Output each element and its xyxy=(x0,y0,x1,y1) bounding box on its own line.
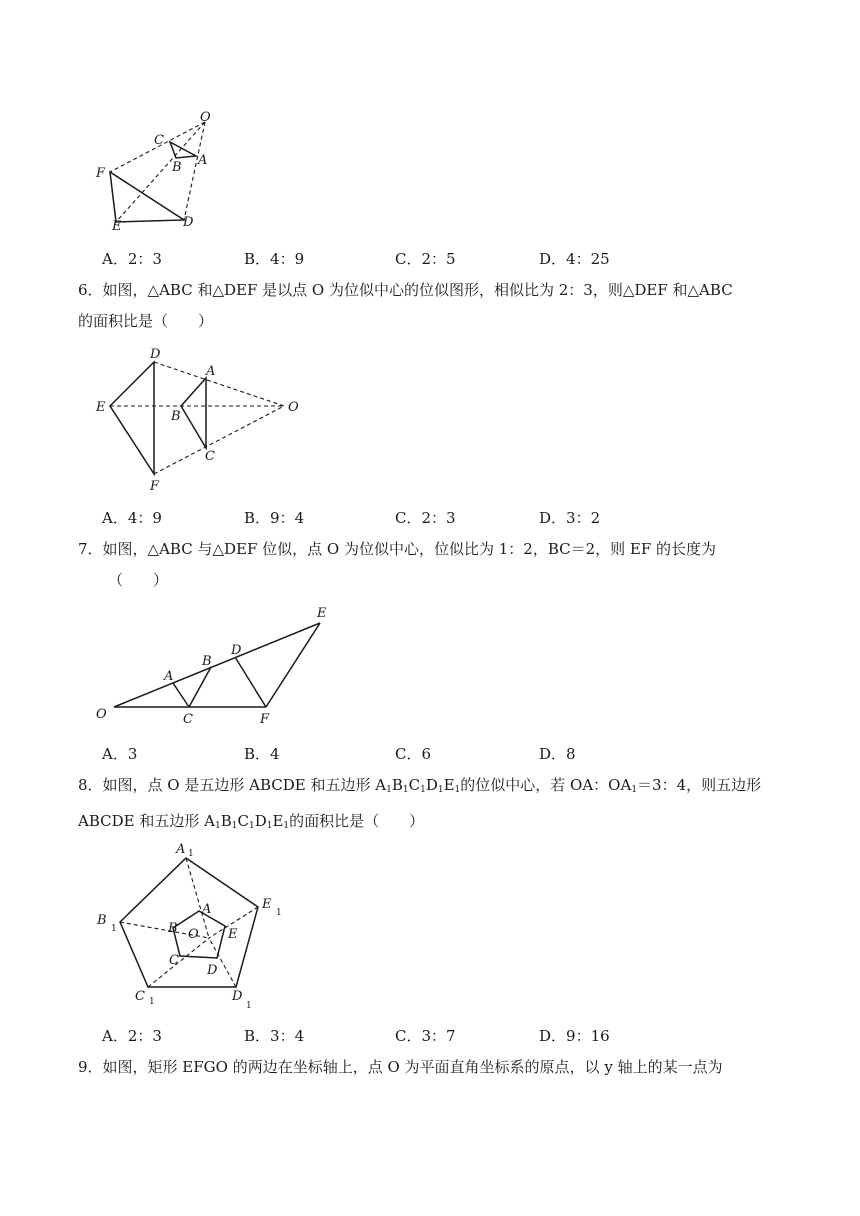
label-B: B xyxy=(172,160,182,175)
svg-text:1: 1 xyxy=(188,849,194,859)
label-B: B xyxy=(202,654,212,669)
option-b[interactable]: B．4 xyxy=(244,745,280,763)
q7-figure xyxy=(92,600,342,730)
q5-options xyxy=(102,248,782,270)
label-B1: B xyxy=(97,913,107,928)
option-a[interactable]: A．3 xyxy=(102,745,138,763)
label-D: D xyxy=(150,347,161,362)
label-F: F xyxy=(96,166,106,181)
option-d[interactable]: D．8 xyxy=(539,745,576,763)
q7-line2: （ ） xyxy=(108,571,169,589)
label-E: E xyxy=(96,400,106,415)
label-A: A xyxy=(198,153,208,168)
option-d[interactable]: D．4：25 xyxy=(539,250,610,268)
svg-text:1: 1 xyxy=(276,908,282,918)
label-D: D xyxy=(183,215,194,230)
q8-options xyxy=(102,1025,782,1047)
option-d[interactable]: D．3：2 xyxy=(539,509,601,527)
option-a[interactable]: A．2：3 xyxy=(102,1027,162,1045)
label-D: D xyxy=(231,643,242,658)
question-7 xyxy=(78,534,784,596)
label-D: D xyxy=(207,963,218,978)
q6-figure xyxy=(92,340,312,500)
q6-line1: 6．如图，△ABC 和△DEF 是以点 O 为位似中心的位似图形，相似比为 2：3，则△DEF 和△ABC xyxy=(78,281,733,299)
label-D1: D xyxy=(232,989,243,1004)
option-a[interactable]: A．2：3 xyxy=(102,250,162,268)
option-b[interactable]: B．9：4 xyxy=(244,509,305,527)
label-C: C xyxy=(169,953,179,968)
q5-figure xyxy=(90,104,220,234)
svg-text:1: 1 xyxy=(149,997,155,1007)
option-c[interactable]: C．3：7 xyxy=(395,1027,456,1045)
label-C: C xyxy=(154,133,164,148)
q8-line1: 8．如图，点 O 是五边形 ABCDE 和五边形 $A_1B_1C_1D_1E_1$的位似中心，若 OA：$OA_1=3$：4，则五边形 xyxy=(78,776,762,795)
label-O: O xyxy=(288,400,299,415)
label-E: E xyxy=(228,927,238,942)
q8-figure xyxy=(92,836,292,1016)
option-c[interactable]: C．2：3 xyxy=(395,509,456,527)
label-C: C xyxy=(183,712,193,727)
q8-line2: ABCDE 和五边形 $A_1B_1C_1D_1E_1$的面积比是（ ） xyxy=(78,812,425,831)
label-C1: C xyxy=(135,989,145,1004)
label-E: E xyxy=(112,219,122,234)
label-A: A xyxy=(202,902,212,917)
q6-options xyxy=(102,507,782,529)
label-O: O xyxy=(96,707,107,722)
label-O: O xyxy=(200,110,211,125)
option-c[interactable]: C．6 xyxy=(395,745,432,763)
label-B: B xyxy=(171,409,181,424)
label-E: E xyxy=(317,606,327,621)
q7-line1: 7．如图，△ABC 与△DEF 位似，点 O 为位似中心，位似比为 1：2，BC＝2，则 EF 的长度为 xyxy=(78,540,717,558)
option-b[interactable]: B．3：4 xyxy=(244,1027,305,1045)
label-C: C xyxy=(205,449,215,464)
option-c[interactable]: C．2：5 xyxy=(395,250,456,268)
label-E1: E xyxy=(262,897,272,912)
question-6 xyxy=(78,275,784,337)
label-A: A xyxy=(164,669,174,684)
option-d[interactable]: D．9：16 xyxy=(539,1027,610,1045)
question-9 xyxy=(78,1052,784,1083)
option-a[interactable]: A．4：9 xyxy=(102,509,162,527)
question-8 xyxy=(78,770,784,842)
q9-line1: 9．如图，矩形 EFGO 的两边在坐标轴上，点 O 为平面直角坐标系的原点，以 y 轴上的某一点为 xyxy=(78,1058,723,1076)
q7-options xyxy=(102,743,782,765)
svg-text:1: 1 xyxy=(246,1001,252,1011)
label-A: A xyxy=(206,364,216,379)
label-B: B xyxy=(168,921,178,936)
q6-line2: 的面积比是（ ） xyxy=(78,312,214,330)
option-b[interactable]: B．4：9 xyxy=(244,250,305,268)
svg-text:1: 1 xyxy=(111,924,117,934)
label-F: F xyxy=(260,712,270,727)
label-A1: A xyxy=(176,842,186,857)
label-O: O xyxy=(188,927,199,942)
label-F: F xyxy=(150,479,160,494)
